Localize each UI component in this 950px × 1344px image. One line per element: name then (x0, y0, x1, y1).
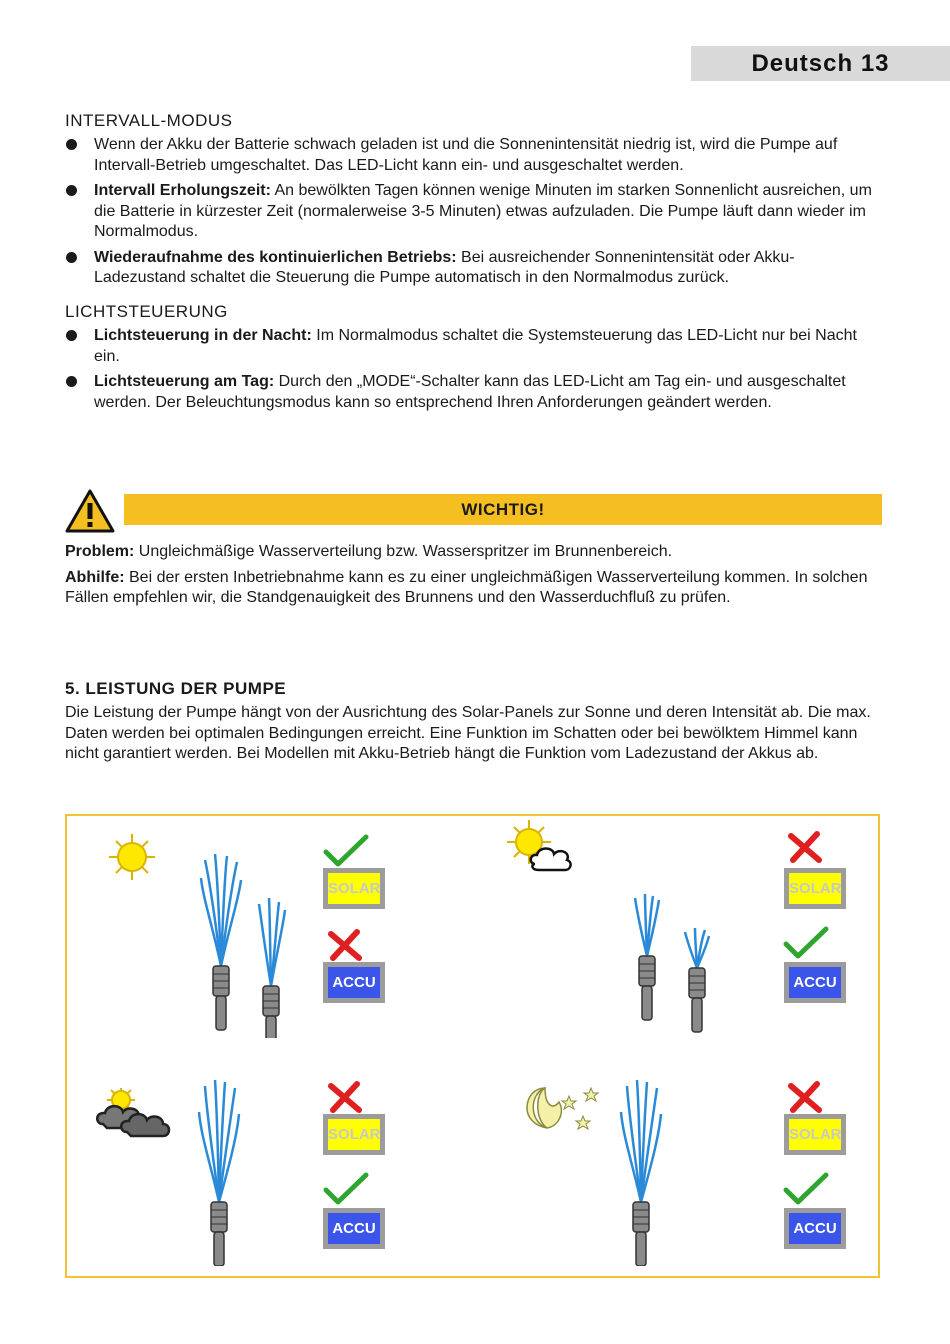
solar-panel-badge: SOLAR (323, 868, 385, 909)
check-icon (323, 834, 369, 868)
solar-panel-badge: SOLAR (784, 1114, 846, 1155)
interval-item: Wiederaufnahme des kontinuierlichen Betriebs: Bei ausreichender Sonnenintensität oder Akku-Ladezustand schaltet die Steuerung die Pumpe automatisch in den Normalmodus zurück. (65, 248, 885, 289)
sun-icon (97, 830, 167, 884)
check-icon (323, 1172, 369, 1206)
cross-icon (323, 928, 369, 962)
light-title: LICHTSTEUERUNG (65, 302, 228, 321)
bullet-icon (66, 139, 77, 150)
solar-panel-badge: SOLAR (323, 1114, 385, 1155)
pump-performance-illustration (65, 814, 880, 1278)
interval-section (65, 111, 885, 294)
sun-cloud-icon (501, 818, 581, 878)
fountain-pumps-icon (619, 886, 729, 1046)
light-item: Lichtsteuerung in der Nacht: Im Normalmodus schaltet die Systemsteuerung das LED-Licht nur bei Nacht ein. (65, 326, 885, 367)
accu-badge: ACCU (323, 1208, 385, 1249)
fix-paragraph: Abhilfe: Bei der ersten Inbetriebnahme kann es zu einer ungleichmäßigen Wasserverteilung kommen. In solchen Fällen empfehlen wir, die Standgenauigkeit des Brunnens und den Wasserduchfluß zu prüfen. (65, 568, 868, 606)
interval-title: INTERVALL-MODUS (65, 111, 233, 130)
cross-icon (323, 1080, 369, 1114)
warning-banner: WICHTIG! (124, 494, 882, 525)
bullet-icon (66, 185, 77, 196)
warning-text (65, 542, 885, 609)
fountain-pumps-icon (185, 848, 295, 1038)
interval-item: Wenn der Akku der Batterie schwach geladen ist und die Sonnenintensität niedrig ist, wird die Pumpe auf Intervall-Betrieb umgeschaltet. Das LED-Licht kann ein- und ausgeschaltet werden. (65, 135, 885, 176)
page-number-label: Deutsch 13 (691, 46, 950, 81)
cross-icon (783, 1080, 829, 1114)
check-icon (783, 926, 829, 960)
warning-triangle-icon (64, 488, 116, 534)
solar-panel-badge: SOLAR (784, 868, 846, 909)
problem-paragraph: Problem: Ungleichmäßige Wasserverteilung bzw. Wasserspritzer im Brunnenbereich. (65, 543, 673, 560)
light-item: Lichtsteuerung am Tag: Durch den „MODE“-Schalter kann das LED-Licht am Tag ein- und ausgeschaltet werden. Der Beleuchtungsmodus kann so entsprechend Ihren Anforderungen geändert werden. (65, 372, 885, 413)
moon-stars-icon (523, 1082, 603, 1142)
light-section (65, 302, 885, 418)
dark-clouds-icon (93, 1082, 173, 1142)
accu-badge: ACCU (784, 962, 846, 1003)
bullet-icon (66, 252, 77, 263)
bullet-icon (66, 376, 77, 387)
accu-badge: ACCU (323, 962, 385, 1003)
performance-title: 5. LEISTUNG DER PUMPE (65, 679, 287, 698)
bullet-icon (66, 330, 77, 341)
performance-section (65, 679, 885, 765)
cross-icon (783, 830, 829, 864)
accu-badge: ACCU (784, 1208, 846, 1249)
check-icon (783, 1172, 829, 1206)
performance-paragraph: Die Leistung der Pumpe hängt von der Ausrichtung des Solar-Panels zur Sonne und deren Intensität ab. Die max. Daten werden bei optimalen Bedingungen erreicht. Eine Funktion im Schatten oder bei bewölktem Himmel kann nicht garantiert werden. Bei Modellen mit Akku-Betrieb hängt die Funktion vom Ladezustand der Akkus ab. (65, 704, 871, 762)
interval-item: Intervall Erholungszeit: An bewölkten Tagen können wenige Minuten im starken Sonnenlicht ausreichen, um die Batterie in kürzester Zeit (normalerweise 3-5 Minuten) etwas aufzuladen. Die Pumpe läuft dann wieder im Normalmodus. (65, 181, 885, 243)
fountain-pump-icon (185, 1076, 255, 1266)
fountain-pump-icon (607, 1076, 677, 1266)
